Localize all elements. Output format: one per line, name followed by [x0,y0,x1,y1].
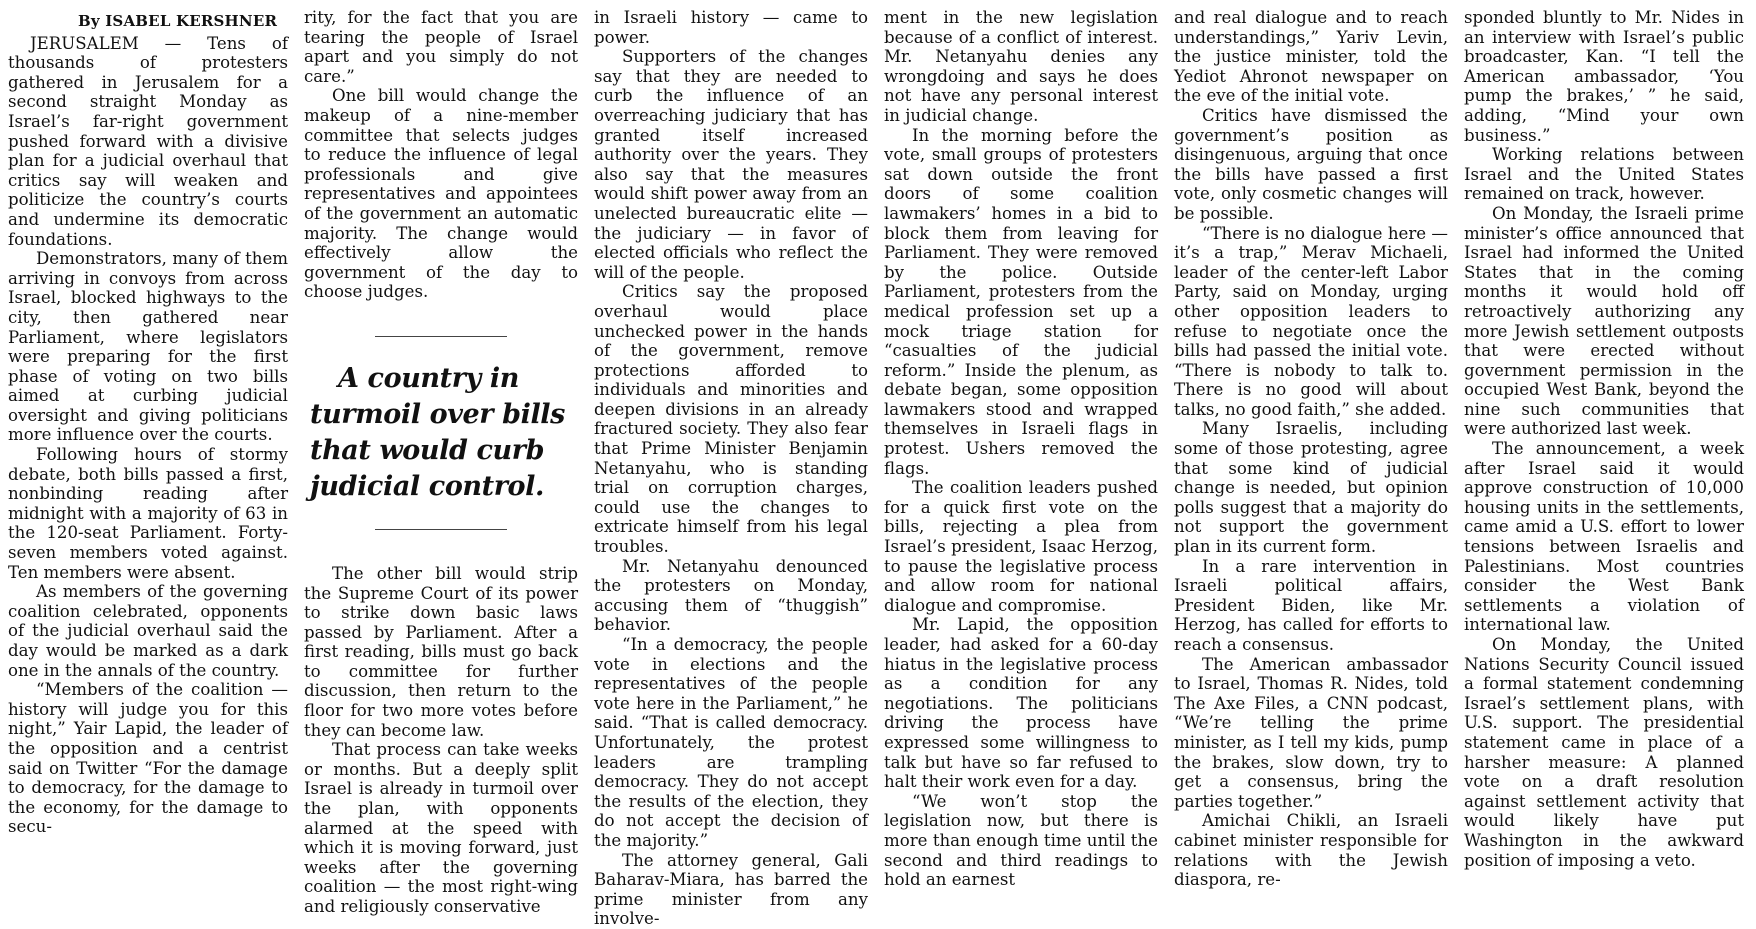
article-paragraph: The other bill would strip the Supreme Court of its power to strike down basic laws passed by Parliament. After a first reading, bills must go back to committee for further discussion, then return to the floor for two more votes before they can become law. [304,563,578,740]
article-paragraph: One bill would change the makeup of a nine-member committee that selects judges to reduce the influence of legal professionals and give representatives and appointees of the government an automatic majority. The change would effectively allow the government of the day to choose judges. [304,86,578,302]
article-paragraph: In the morning before the vote, small groups of protesters sat down outside the front doors of some coalition lawmakers’ homes in a bid to block them from leaving for Parliament. They were removed by the police. Outside Parliament, protesters from the medical profession set up a mock triage station for “casualties of the judicial reform.” Inside the plenum, as debate began, some opposition lawmakers stood and wrapped themselves in Israeli flags in protest. Ushers removed the flags. [884,125,1158,478]
article-paragraph: The coalition leaders pushed for a quick first vote on the bills, rejecting a plea from Israel’s president, Isaac Herzog, to pause the legislative process and allow room for national dialogue and compromise. [884,478,1158,615]
article-column-5 [1166,0,1456,890]
article-paragraph: “Members of the coalition — history will judge you for this night,” Yair Lapid, the leader of the opposition and a centrist said on Twitter “For the damage to democracy, for the damage to the economy, for the damage to secu- [8,680,288,837]
article-paragraph: Supporters of the changes say that they are needed to curb the influence of an overreaching judiciary that has granted itself increased authority over the years. They also say that the measures would shift power away from an unelected bureaucratic elite — the judiciary — in favor of elected officials who reflect the will of the people. [594,47,868,282]
article-paragraph: in Israeli history — came to power. [594,8,868,47]
article-paragraph: “There is no dialogue here — it’s a trap,” Merav Michaeli, leader of the center-left Labor Party, said on Monday, urging other opposition leaders to refuse to negotiate once the bills had passed the initial vote. “There is nobody to talk to. There is no good will about talks, no good faith,” she added. [1174,223,1448,419]
pull-quote-rule-bottom [375,529,507,530]
article-column-2 [296,0,586,916]
article-column-3 [586,0,876,929]
article-paragraph: “In a democracy, the people vote in elections and the representatives of the people vote here in the Parliament,” he said. “That is called democracy. Unfortunately, the protest leaders are trampling democracy. They do not accept the results of the election, they do not accept the decision of the majority.” [594,635,868,850]
article-paragraph: JERUSALEM — Tens of thousands of protesters gathered in Jerusalem for a second straight Monday as Israel’s far-right government pushed forward with a divisive plan for a judicial overhaul that critics say will weaken and politicize the country’s courts and undermine its democratic foundations. [8,33,288,249]
article-paragraph: sponded bluntly to Mr. Nides in an interview with Israel’s public broadcaster, Kan. “I tell the American ambassador, ‘You pump the brakes,’ ” he said, adding, “Mind your own business.” [1464,8,1744,145]
article-paragraph: In a rare intervention in Israeli political affairs, President Biden, like Mr. Herzog, has called for efforts to reach a consensus. [1174,556,1448,654]
pull-quote-rule-top [375,336,507,337]
article-column-6 [1456,0,1756,870]
byline: By ISABEL KERSHNER [78,12,278,30]
article-paragraph: Critics have dismissed the government’s position as disingenuous, arguing that once the bills have passed a first vote, only cosmetic changes will be possible. [1174,105,1448,223]
article-paragraph: Demonstrators, many of them arriving in convoys from across Israel, blocked highways to the city, then gathered near Parliament, where legislators were preparing for the first phase of voting on two bills aimed at curbing judicial oversight and giving politicians more influence over the courts. [8,249,288,445]
article-paragraph: ment in the new legislation because of a conflict of interest. Mr. Netanyahu denies any wrongdoing and says he does not have any personal interest in judicial change. [884,8,1158,125]
article-paragraph: and real dialogue and to reach understandings,” Yariv Levin, the justice minister, told the Yediot Ahronot newspaper on the eve of the initial vote. [1174,8,1448,106]
article-column-1 [0,0,296,837]
article-paragraph: The attorney general, Gali Baharav-Miara, has barred the prime minister from any involve- [594,850,868,929]
article-paragraph: “We won’t stop the legislation now, but there is more than enough time until the second and third readings to hold an earnest [884,791,1158,890]
article-paragraph: Amichai Chikli, an Israeli cabinet minister responsible for relations with the Jewish diaspora, re- [1174,811,1448,890]
article-column-4 [876,0,1166,890]
article-paragraph: Many Israelis, including some of those protesting, agree that some kind of judicial change is needed, but opinion polls suggest that a majority do not support the government plan in its current form. [1174,419,1448,557]
article-paragraph: rity, for the fact that you are tearing the people of Israel apart and you simply do not care.” [304,8,578,86]
pull-quote: A country in turmoil over bills that would curb judicial control. [310,362,565,502]
article-paragraph: Critics say the proposed overhaul would place unchecked power in the hands of the government, remove protections afforded to individuals and minorities and deepen divisions in an already fractured society. They also fear that Prime Minister Benjamin Netanyahu, who is standing trial on corruption charges, could use the changes to extricate himself from his legal troubles. [594,282,868,557]
article-paragraph: The American ambassador to Israel, Thomas R. Nides, told The Axe Files, a CNN podcast, “We’re telling the prime minister, as I tell my kids, pump the brakes, slow down, try to get a consensus, bring the parties together.” [1174,654,1448,811]
article-paragraph: As members of the governing coalition celebrated, opponents of the judicial overhaul said the day would be marked as a dark one in the annals of the country. [8,582,288,680]
article-paragraph: On Monday, the United Nations Security Council issued a formal statement condemning Israel’s settlement plans, with U.S. support. The presidential statement came in place of a harsher measure: A planned vote on a draft resolution against settlement activity that would likely have put Washington in the awkward position of imposing a veto. [1464,635,1744,870]
article-paragraph: That process can take weeks or months. But a deeply split Israel is already in turmoil over the plan, with opponents alarmed at the speed with which it is moving forward, just weeks after the governing coalition — the most right-wing and religiously conservative [304,740,578,916]
article-paragraph: Working relations between Israel and the United States remained on track, however. [1464,145,1744,204]
article-paragraph: On Monday, the Israeli prime minister’s office announced that Israel had informed the United States that in the coming months it would hold off retroactively authorizing any more Jewish settlement outposts that were erected without government permission in the occupied West Bank, beyond the nine such communities that were authorized last week. [1464,203,1744,439]
article-paragraph: The announcement, a week after Israel said it would approve construction of 10,000 housing units in the settlements, came amid a U.S. effort to lower tensions between Israelis and Palestinians. Most countries consider the West Bank settlements a violation of international law. [1464,439,1744,635]
article-paragraph: Mr. Netanyahu denounced the protesters on Monday, accusing them of “thuggish” behavior. [594,556,868,635]
article-paragraph: Following hours of stormy debate, both bills passed a first, nonbinding reading after midnight with a majority of 63 in the 120-seat Parliament. Forty-seven members voted against. Ten members were absent. [8,445,288,582]
article-paragraph: Mr. Lapid, the opposition leader, had asked for a 60-day hiatus in the legislative process as a condition for any negotiations. The politicians driving the process have expressed some willingness to talk but have so far refused to halt their work even for a day. [884,615,1158,792]
